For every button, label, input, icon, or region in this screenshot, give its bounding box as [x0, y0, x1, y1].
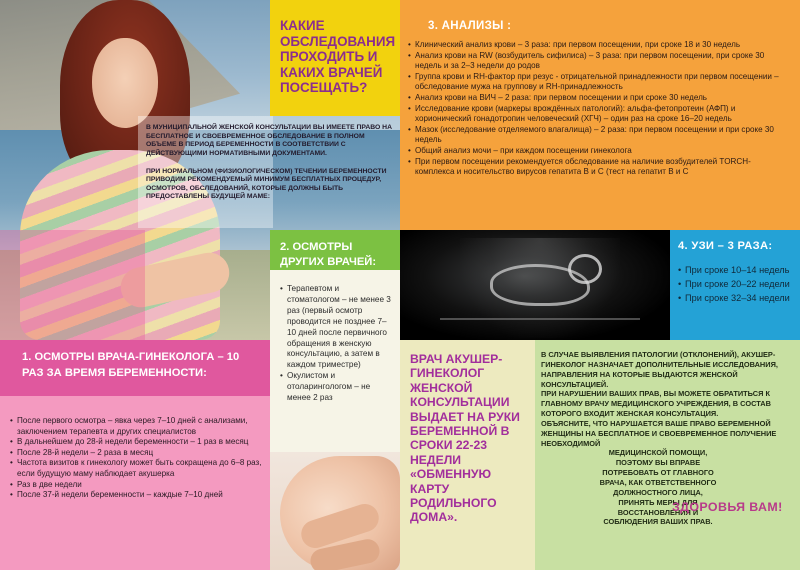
tests-section — [400, 0, 800, 230]
other-doctors-content — [270, 270, 400, 452]
list-item: • При сроке 20–22 недели — [678, 278, 794, 292]
list-item: • Анализ крови на ВИЧ – 2 раза: при первом посещении и при сроке 30 недель — [408, 93, 788, 104]
ultrasound-section — [670, 230, 800, 340]
list-item: • При первом посещении рекомендуется обследование на наличие возбудителей TORCH-комплекса и носительство вирусов гепатита В и С (тест на гепатит В и С — [408, 157, 788, 178]
ultrasound-title: 4. УЗИ – 3 РАЗА: — [678, 240, 773, 252]
list-item: • После первого осмотра – явка через 7–10 дней с анализами, заключением терапевта и других специалистов — [10, 416, 264, 437]
list-item: • Терапевтом и стоматологом – не менее 3 раз (первый осмотр проводится не позднее 7–10 дней после первичного обращения в женскую консультацию, а затем в каждом триместре) — [280, 284, 394, 371]
greeting-text: ЗДОРОВЬЯ ВАМ! — [672, 500, 783, 514]
ultrasound-image — [400, 230, 670, 340]
exchange-card-block — [400, 340, 535, 570]
other-doctors-list — [280, 284, 394, 404]
list-item: • Раз в две недели — [10, 480, 264, 491]
list-item: • Частота визитов к гинекологу может быть сокращена до 6–8 раз, если будущую маму наблюдает акушерка — [10, 458, 264, 479]
list-item: • После 37-й недели беременности – каждые 7–10 дней — [10, 490, 264, 501]
list-item: • Анализ крови на RW (возбудитель сифилиса) – 3 раза: при первом посещении, при сроке 30 недель и за 2–3 недели до родов — [408, 51, 788, 72]
gynecologist-list — [10, 416, 264, 501]
list-item: • Группа крови и RH-фактор при резус - отрицательной принадлежности при первом посещении – обследование мужа на группову и RH-принадлежность — [408, 72, 788, 93]
list-item: • Мазок (исследование отделяемого влагалища) – 2 раза: при первом посещении и при сроке 30 недель — [408, 125, 788, 146]
exchange-card-text: ВРАЧ АКУШЕР-ГИНЕКОЛОГ ЖЕНСКОЙ КОНСУЛЬТАЦИИ ВЫДАЕТ НА РУКИ БЕРЕМЕННОЙ В СРОКИ 22-23 НЕДЕЛИ «ОБМЕННУЮ КАРТУ РОДИЛЬНОГО ДОМА». — [410, 352, 520, 525]
gynecologist-title: 1. ОСМОТРЫ ВРАЧА-ГИНЕКОЛОГА – 10 РАЗ ЗА ВРЕМЯ БЕРЕМЕННОСТИ: — [22, 351, 240, 379]
ultrasound-scanline — [440, 318, 640, 320]
intro-text — [138, 116, 400, 230]
gynecologist-content — [0, 396, 270, 570]
list-item: • Исследование крови (маркеры врождённых патологий): альфа-фетопротеин (АФП) и хорионический гонадотропин человеческий (ХГЧ) – один раз на сроке 16–20 недель — [408, 104, 788, 125]
notes-paragraph-1: В СЛУЧАЕ ВЫЯВЛЕНИЯ ПАТОЛОГИИ (ОТКЛОНЕНИЙ), АКУШЕР-ГИНЕКОЛОГ НАЗНАЧАЕТ ДОПОЛНИТЕЛЬНЫЕ ИССЛЕДОВАНИЯ, НАПРАВЛЕНИЯ НА КОТОРЫЕ ВЫДАЮТСЯ ЖЕНСКОЙ КОНСУЛЬТАЦИЕЙ. — [541, 350, 778, 389]
intro-paragraph-1: В МУНИЦИПАЛЬНОЙ ЖЕНСКОЙ КОНСУЛЬТАЦИИ ВЫ ИМЕЕТЕ ПРАВО НА БЕСПЛАТНОЕ И СВОЕВРЕМЕННОЕ ОБСЛЕДОВАНИЕ В ПОЛНОМ ОБЪЕМЕ В ПЕРИОД БЕРЕМЕННОСТИ В СООТВЕТСТВИИ С ДЕЙСТВУЮЩИМИ НОРМАТИВНЫМИ ДОКУМЕНТАМИ. — [146, 124, 392, 157]
tests-title: 3. АНАЛИЗЫ : — [428, 20, 512, 32]
notes-paragraph-3: ОБЪЯСНИТЕ, ЧТО НАРУШАЕТСЯ ВАШЕ ПРАВО БЕРЕМЕННОЙ ЖЕНЩИНЫ НА БЕСПЛАТНОЕ И СВОЕВРЕМЕННОЕ ПОЛУЧЕНИЕ НЕОБХОДИМОЙ — [541, 418, 777, 448]
intro-paragraph-2: ПРИ НОРМАЛЬНОМ (ФИЗИОЛОГИЧЕСКОМ) ТЕЧЕНИИ БЕРЕМЕННОСТИ ПРИВОДИМ РЕКОМЕНДУЕМЫЙ МИНИМУМ БЕСПЛАТНЫХ ПРОЦЕДУР, ОСМОТРОВ, ОБСЛЕДОВАНИЙ, КОТОРЫЕ ДОЛЖНЫ БЫТЬ ПРЕДОСТАВЛЕНЫ БУДУЩЕЙ МАМЕ: — [146, 167, 387, 201]
photo-face — [92, 38, 158, 128]
belly-photo — [270, 452, 400, 570]
tests-list — [408, 40, 788, 178]
ultrasound-list — [678, 264, 794, 305]
list-item: • После 28-й недели – 2 раза в месяц — [10, 448, 264, 459]
notes-paragraph-2: ПРИ НАРУШЕНИИ ВАШИХ ПРАВ, ВЫ МОЖЕТЕ ОБРАТИТЬСЯ К ГЛАВНОМУ ВРАЧУ МЕДИЦИНСКОГО УЧРЕЖДЕНИЯ, В СОСТАВ КОТОРОГО ВХОДИТ ЖЕНСКАЯ КОНСУЛЬТАЦИЯ. — [541, 389, 771, 419]
other-doctors-title: 2. ОСМОТРЫ ДРУГИХ ВРАЧЕЙ: — [280, 241, 377, 268]
list-item: • В дальнейшем до 28-й недели беременности – 1 раз в месяц — [10, 437, 264, 448]
list-item: • Окулистом и отоларингологом – не менее 2 раз — [280, 371, 394, 404]
question-block — [270, 0, 400, 116]
gynecologist-header — [0, 340, 270, 396]
question-title: КАКИЕ ОБСЛЕДОВАНИЯ ПРОХОДИТЬ И КАКИХ ВРАЧЕЙ ПОСЕЩАТЬ? — [280, 18, 396, 96]
rights-notes — [535, 340, 800, 570]
list-item: • Общий анализ мочи – при каждом посещении гинеколога — [408, 146, 788, 157]
list-item: • При сроке 10–14 недель — [678, 264, 794, 278]
ultrasound-fetus-head — [568, 254, 602, 284]
pink-overlay — [0, 230, 145, 340]
list-item: • Клинический анализ крови – 3 раза: при первом посещении, при сроке 18 и 30 недель — [408, 40, 788, 51]
list-item: • При сроке 32–34 недели — [678, 292, 794, 306]
notes-paragraph-4: МЕДИЦИНСКОЙ ПОМОЩИ, ПОЭТОМУ ВЫ ВПРАВЕ ПОТРЕБОВАТЬ ОТ ГЛАВНОГО ВРАЧА, КАК ОТВЕТСТВЕННОГО ДОЛЖНОСТНОГО ЛИЦА, ПРИНЯТЬ МЕРЫ ДЛЯ ВОССТАНОВЛЕНИЯ И СОБЛЮДЕНИЯ ВАШИХ ПРАВ. — [599, 448, 717, 527]
